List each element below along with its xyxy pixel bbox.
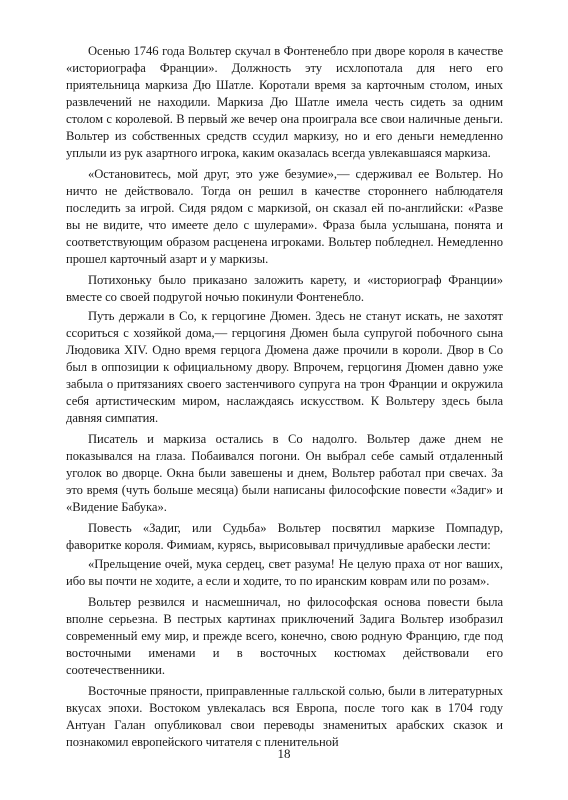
paragraph-quote: «Прельщение очей, мука сердец, свет разума! Не целую праха от ног ваших, ибо вы почти не ходите, а если и ходите, то по иранским коврам или по розам». (66, 557, 503, 588)
paragraph-9: Восточные пряности, приправленные галльской солью, были в литературных вкусах эпохи. Востоком увлекалась вся Европа, после того как в 1704 году Антуан Галан опубликовал свои переводы знаменитых арабских сказок и познакомил европейского читателя с пленительной (66, 684, 503, 749)
page-body (66, 43, 503, 755)
paragraph-4: Путь держали в Со, к герцогине Дюмен. Здесь не станут искать, не захотят ссориться с хозяйкой дома,— герцогиня Дюмен была супругой побочного сына Людовика XIV. Одно время герцога Дюмена даже прочили в короли. Двор в Со был в оппозиции к официальному двору. Впрочем, герцогиня Дюмен давно уже забыла о притязаниях своего застенчивого супруга на трон Франции и окружила себя артистическим миром, наслаждаясь искусством. К Вольтеру здесь была давняя симпатия. (66, 309, 503, 425)
paragraph-8: Вольтер резвился и насмешничал, но философская основа повести была вполне серьезна. В пестрых картинах приключений Задига Вольтер изобразил современный ему мир, и прежде всего, конечно, свою родную Францию, где под восточными именами и в восточных костюмах действовали его соотечественники. (66, 595, 503, 677)
paragraph-6: Повесть «Задиг, или Судьба» Вольтер посвятил маркизе Помпадур, фаворитке короля. Фимиам, курясь, вырисовывал причудливые арабески лести: (66, 521, 503, 552)
paragraph-2: «Остановитесь, мой друг, это уже безумие»,— сдерживал ее Вольтер. Но ничто не действовало. Тогда он решил в качестве стороннего наблюдателя последить за игрой. Сидя рядом с маркизой, он сказал ей по-английски: «Разве вы не видите, что имеете дело с шулерами». Фраза была услышана, понята и соответствующим образом расценена игроками. Вольтер побледнел. Немедленно прошел карточный азарт и у маркизы. (66, 167, 503, 266)
paragraph-3: Потихоньку было приказано заложить карету, и «историограф Франции» вместе со своей подругой ночью покинули Фонтенебло. (66, 273, 503, 304)
page-number: 18 (277, 746, 291, 761)
paragraph-5: Писатель и маркиза остались в Со надолго. Вольтер даже днем не показывался на глаза. Побаивался погони. Он выбрал себе самый отдаленный уголок во дворце. Окна были завешены и днем, Вольтер работал при свечах. За это время (чуть больше месяца) были написаны философские повести «Задиг» и «Видение Бабука». (66, 432, 503, 514)
paragraph-1: Осенью 1746 года Вольтер скучал в Фонтенебло при дворе короля в качестве «историографа Франции». Должность эту исхлопотала для него его приятельница маркиза Дю Шатле. Коротали время за карточным столом, иных развлечений не находили. Маркиза Дю Шатле имела честь сидеть за одним столом с королевой. В первый же вечер она проиграла все свои наличные деньги. Вольтер из собственных средств ссудил маркизу, но и его деньги немедленно уплыли из рук азартного игрока, каким оказалась всегда увлекавшаяся маркиза. (66, 44, 503, 160)
